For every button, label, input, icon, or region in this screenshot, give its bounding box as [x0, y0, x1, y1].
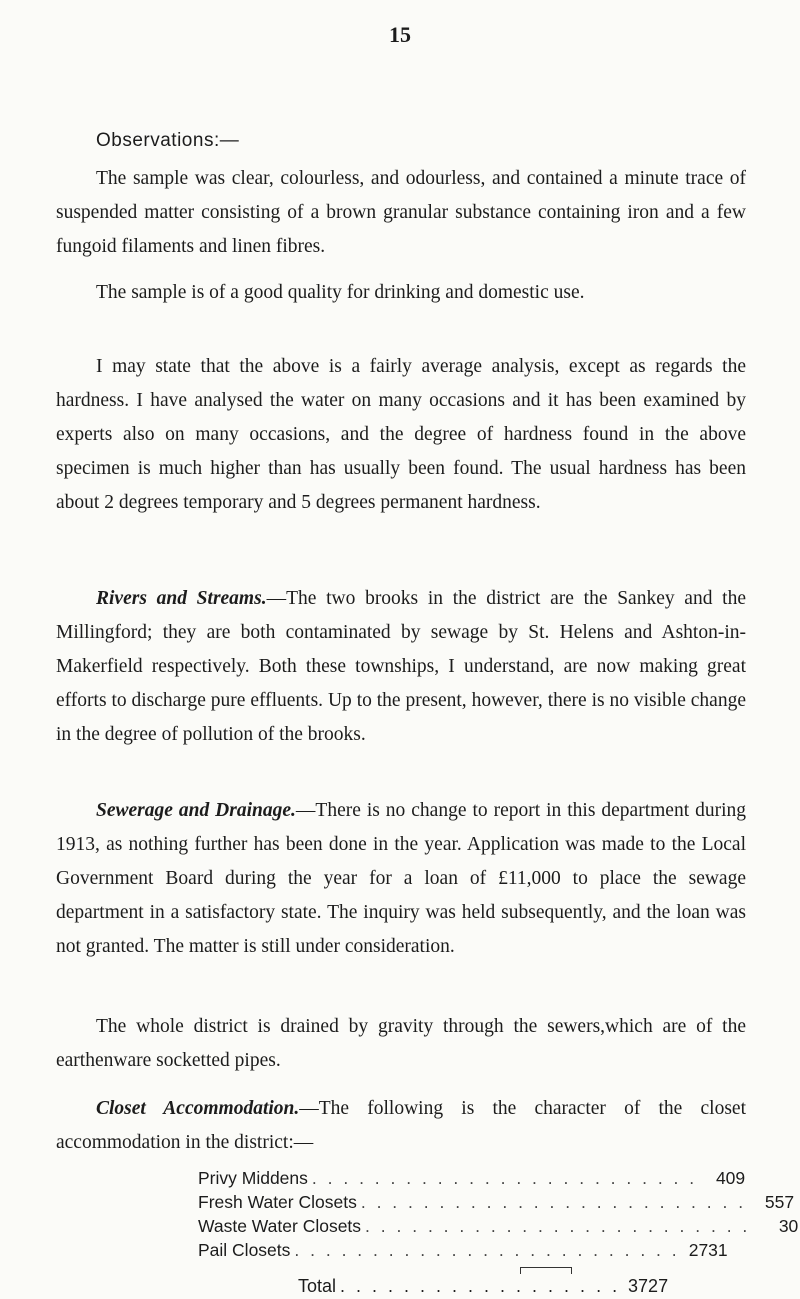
rivers-heading: Rivers and Streams. [96, 588, 267, 609]
row-label: Privy Middens [198, 1167, 308, 1188]
observations-heading: Observations:— [96, 130, 240, 151]
leader-dots: . . . . . . . . . . . . . . . . . . [340, 1276, 621, 1296]
total-row [298, 1276, 669, 1297]
table-row [198, 1214, 799, 1238]
closet-paragraph [56, 1092, 746, 1160]
rivers-text: —The two brooks in the district are the Sankey and the Millingford; they are both contaminated by sewage by St. Helens and Ashton-in-Makerfield respectively. Both these townships, I understand, are now making great efforts to discharge pure effluents. Up to the present, however, there is no visible change in the degree of pollution of the brooks. [56, 588, 746, 745]
leader-dots: . . . . . . . . . . . . . . . . . . . . . . . . . [360, 1191, 747, 1212]
sewerage-heading: Sewerage and Drainage. [96, 800, 296, 821]
page-number: 15 [389, 22, 411, 47]
closet-text: —The following is the character of the closet accommodation in the district:— [56, 1098, 746, 1153]
row-value: 2731 [688, 1239, 728, 1260]
quality-paragraph: The sample is of a good quality for drinking and domestic use. [96, 282, 585, 303]
row-value: 409 [715, 1167, 746, 1188]
sum-rule [520, 1267, 572, 1274]
leader-dots: . . . . . . . . . . . . . . . . . . . . . . . . . [294, 1239, 680, 1260]
table-row [198, 1166, 746, 1190]
row-value: 30 [778, 1215, 799, 1236]
drainage-paragraph: The whole district is drained by gravity through the sewers,which are of the earthenware socketted pipes. [56, 1016, 746, 1071]
total-value: 3727 [628, 1276, 669, 1296]
row-label: Waste Water Closets [198, 1215, 362, 1236]
closet-table [198, 1166, 799, 1262]
table-row [198, 1238, 728, 1262]
row-value: 557 [764, 1191, 795, 1212]
closet-heading: Closet Accommodation. [96, 1098, 300, 1119]
leader-dots: . . . . . . . . . . . . . . . . . . . . . . . . . [365, 1215, 751, 1236]
row-label: Fresh Water Closets [198, 1191, 357, 1212]
sewerage-paragraph [56, 794, 746, 964]
row-label: Pail Closets [198, 1239, 291, 1260]
sample-paragraph: The sample was clear, colourless, and odourless, and contained a minute trace of suspended matter consisting of a brown granular substance containing iron and a few fungoid filaments and linen fibres. [56, 168, 746, 257]
rivers-paragraph [56, 582, 746, 752]
hardness-paragraph: I may state that the above is a fairly average analysis, except as regards the hardness. I have analysed the water on many occasions and it has been examined by experts also on many occasions, and the degree of hardness found in the above specimen is much higher than has usually been found. The usual hardness has been about 2 degrees temporary and 5 degrees permanent hardness. [56, 356, 746, 513]
table-row [198, 1190, 795, 1214]
leader-dots: . . . . . . . . . . . . . . . . . . . . . . . . . [311, 1167, 698, 1188]
total-label: Total [298, 1276, 337, 1296]
sewerage-text: —There is no change to report in this department during 1913, as nothing further has been done in the year. Application was made to the Local Government Board during the year for a loan of £11,000 to place the sewage department in a satisfactory state. The inquiry was held subsequently, and the loan was not granted. The matter is still under consideration. [56, 800, 746, 957]
